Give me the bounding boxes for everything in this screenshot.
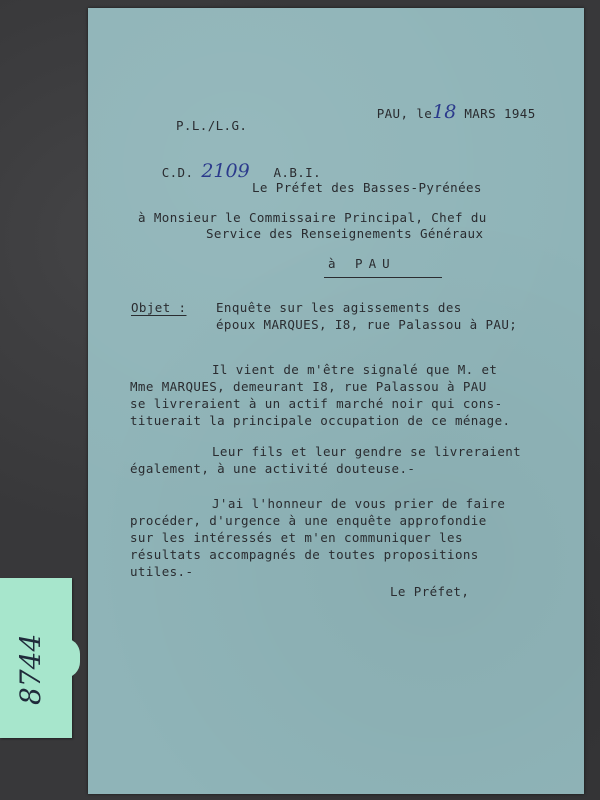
paragraph-3-line-2: procéder, d'urgence à une enquête approfondie xyxy=(130,513,487,528)
city-underline xyxy=(324,277,442,278)
recipient-line-1: à Monsieur le Commissaire Principal, Chef du xyxy=(138,210,487,225)
paragraph-3-line-3: sur les intéressés et m'en communiquer les xyxy=(130,530,463,545)
sender-line: Le Préfet des Basses-Pyrénées xyxy=(252,180,482,195)
date-month-year: MARS 1945 xyxy=(464,106,536,121)
reference-initials: P.L./L.G. xyxy=(176,118,248,133)
date-day-handwritten: 18 xyxy=(432,101,457,123)
paragraph-1-line-1: Il vient de m'être signalé que M. et xyxy=(212,362,498,377)
signature-line: Le Préfet, xyxy=(390,584,470,599)
reference-cd-label: C.D. xyxy=(161,165,194,180)
archive-tag-number: 8744 xyxy=(14,633,47,705)
paragraph-2-line-1: Leur fils et leur gendre se livreraient xyxy=(212,444,522,459)
date-place: PAU, le xyxy=(376,106,433,121)
paragraph-1-line-2: Mme MARQUES, demeurant I8, rue Palassou à PAU xyxy=(130,379,487,394)
paragraph-3-line-5: utiles.- xyxy=(130,564,194,579)
object-line-1: Enquête sur les agissements des xyxy=(216,300,462,315)
recipient-line-2: Service des Renseignements Généraux xyxy=(206,226,484,241)
letter-page xyxy=(88,8,584,794)
object-line-2: époux MARQUES, I8, rue Palassou à PAU; xyxy=(216,317,518,332)
paragraph-3-line-1: J'ai l'honneur de vous prier de faire xyxy=(212,496,506,511)
recipient-city: à PAU xyxy=(328,256,396,271)
paragraph-1-line-3: se livreraient à un actif marché noir qui cons- xyxy=(130,396,503,411)
object-label: Objet : xyxy=(131,300,187,315)
reference-cd-number: 2109 xyxy=(201,160,250,182)
paragraph-3-line-4: résultats accompagnés de toutes propositions xyxy=(130,547,479,562)
reference-abi: A.B.I. xyxy=(273,165,322,180)
paragraph-1-line-4: tituerait la principale occupation de ce ménage. xyxy=(130,413,511,428)
date-line xyxy=(345,86,536,138)
paragraph-2-line-2: également, à une activité douteuse.- xyxy=(130,461,416,476)
